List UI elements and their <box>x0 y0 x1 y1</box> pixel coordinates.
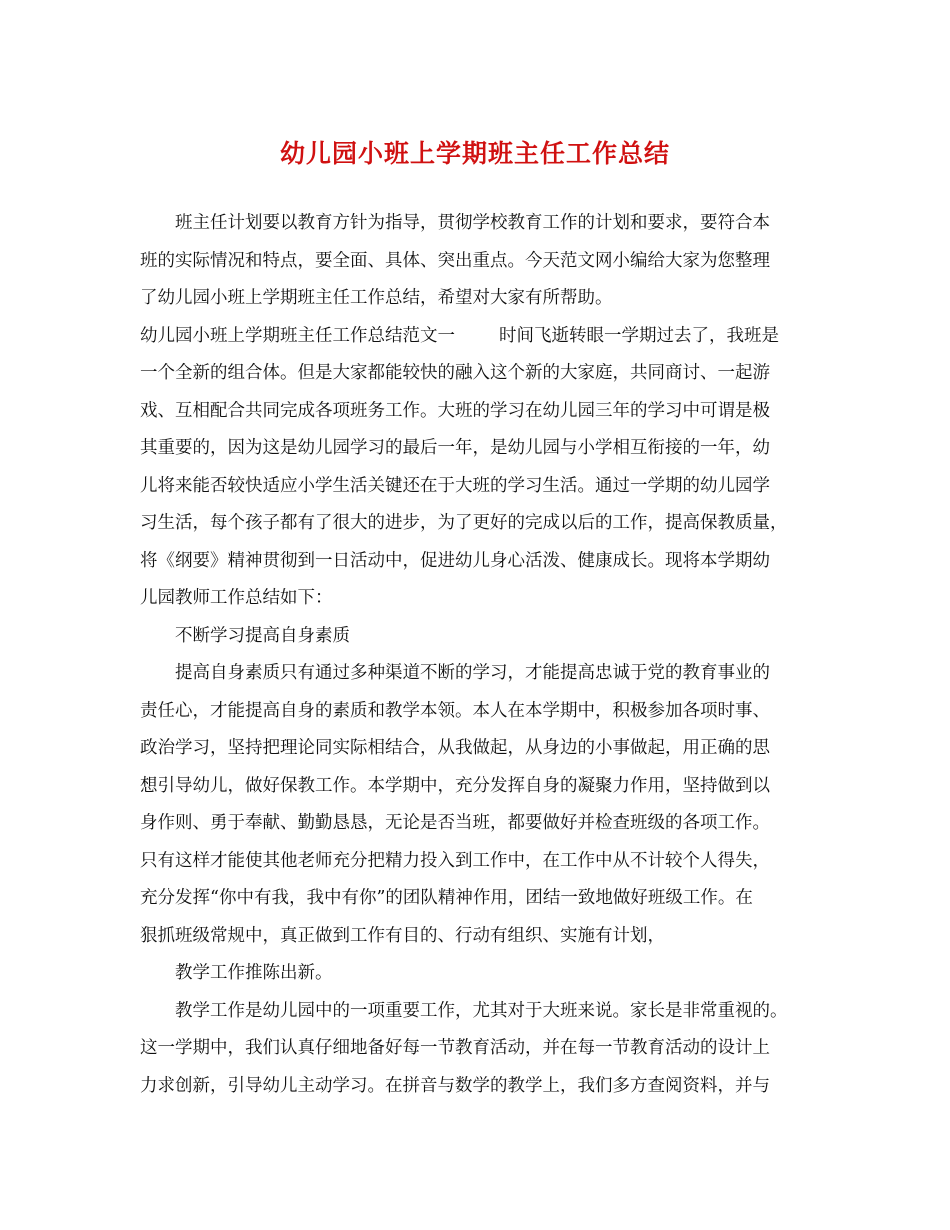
subheading-line: 不断学习提高自身素质 <box>175 625 350 646</box>
body-line: 班的实际情况和特点，要全面、具体、突出重点。今天范文网小编给大家为您整理 <box>140 250 770 271</box>
body-line: 班主任计划要以教育方针为指导，贯彻学校教育工作的计划和要求，要符合本 <box>175 213 770 233</box>
body-line: 其重要的，因为这是幼儿园学习的最后一年，是幼儿园与小学相互衔接的一年，幼 <box>140 438 770 458</box>
body-line: 提高自身素质只有通过多种渠道不断的学习，才能提高忠诚于党的教育事业的 <box>175 663 770 683</box>
body-line: 狠抓班级常规中，真正做到工作有目的、行动有组织、实施有计划， <box>140 925 665 946</box>
subheading-line: 教学工作推陈出新。 <box>175 963 333 983</box>
body-line: 儿园教师工作总结如下： <box>140 588 333 608</box>
document-title: 幼儿园小班上学期班主任工作总结 <box>279 139 670 168</box>
body-line: 儿将来能否较快适应小学生活关键还在于大班的学习生活。通过一学期的幼儿园学 <box>140 475 770 496</box>
body-line: 力求创新，引导幼儿主动学习。在拼音与数学的教学上，我们多方查阅资料，并与 <box>140 1075 770 1096</box>
body-line: 习生活，每个孩子都有了很大的进步，为了更好的完成以后的工作，提高保教质量， <box>140 513 788 533</box>
document-body <box>140 205 822 1105</box>
body-line: 教学工作是幼儿园中的一项重要工作，尤其对于大班来说。家长是非常重视的。 <box>175 1000 788 1021</box>
body-line: 政治学习，坚持把理论同实际相结合，从我做起，从身边的小事做起，用正确的思 <box>140 738 770 758</box>
body-line: 一个全新的组合体。但是大家都能较快的融入这个新的大家庭，共同商讨、一起游 <box>140 363 770 383</box>
body-line: 只有这样才能使其他老师充分把精力投入到工作中，在工作中从不计较个人得失， <box>140 850 770 871</box>
body-line: 将《纲要》精神贯彻到一日活动中，促进幼儿身心活泼、健康成长。现将本学期幼 <box>140 550 770 571</box>
sample-heading: 幼儿园小班上学期班主任工作总结范文一 <box>140 325 455 346</box>
section-heading-line <box>140 318 822 356</box>
body-line: 想引导幼儿，做好保教工作。本学期中，充分发挥自身的凝聚力作用，坚持做到以 <box>140 775 770 796</box>
body-line: 戏、互相配合共同完成各项班务工作。大班的学习在幼儿园三年的学习中可谓是极 <box>140 400 770 421</box>
body-line: 责任心，才能提高自身的素质和教学本领。本人在本学期中，积极参加各项时事、 <box>140 700 770 721</box>
body-line: 这一学期中，我们认真仔细地备好每一节教育活动，并在每一节教育活动的设计上 <box>140 1038 770 1058</box>
body-text-fragment: 时间飞逝转眼一学期过去了，我班是 <box>499 325 779 346</box>
body-line: 身作则、勇于奉献、勤勤恳恳，无论是否当班，都要做好并检查班级的各项工作。 <box>140 813 770 833</box>
body-line: 了幼儿园小班上学期班主任工作总结，希望对大家有所帮助。 <box>140 288 613 308</box>
body-line: 充分发挥“你中有我，我中有你”的团队精神作用，团结一致地做好班级工作。在 <box>140 888 753 908</box>
